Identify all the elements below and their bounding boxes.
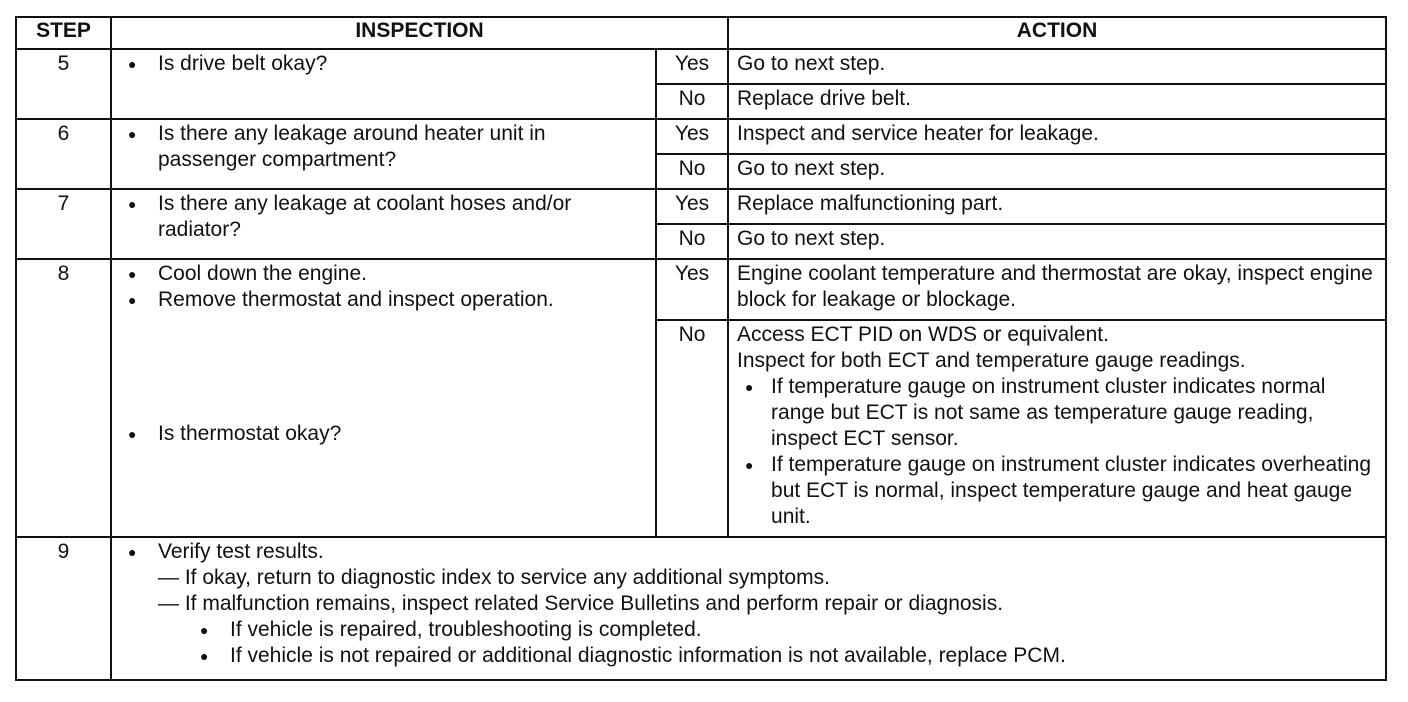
list-item [124,287,649,313]
inspection-text: Cool down the engine. [158,262,367,285]
action-cell [728,320,1386,537]
header-step: STEP [16,17,111,49]
bullet-icon: ● [200,648,209,664]
dash-item: — If okay, return to diagnostic index to service any additional symptoms. [158,566,830,589]
list-item [737,452,1379,530]
list-item [158,617,1379,643]
yes-label: Yes [656,49,728,84]
list-item [737,374,1379,452]
list-item [124,421,649,447]
bullet-icon: ● [128,266,137,282]
action-text: Replace malfunctioning part. [728,189,1386,224]
inspection-text: Is thermostat okay? [158,422,342,445]
inspection-text: Remove thermostat and inspect operation. [158,288,554,311]
table-row [16,189,1386,224]
list-item [124,121,649,173]
inspection-cell [111,537,1386,680]
step-number: 5 [16,49,111,119]
diagnostic-table [15,16,1387,681]
table-row [16,49,1386,84]
table-row [16,119,1386,154]
inspection-text: Is drive belt okay? [158,52,328,75]
step-number: 8 [16,259,111,537]
action-text: Inspect and service heater for leakage. [728,119,1386,154]
inspection-cell [111,49,656,119]
header-action: ACTION [728,17,1386,49]
no-label: No [656,84,728,119]
inspection-text: Is there any leakage at coolant hoses and/or radiator? [158,192,572,241]
dash-list [124,565,1379,669]
action-text: Go to next step. [728,224,1386,259]
list-item [124,51,649,77]
nested-bullet-text: If vehicle is repaired, troubleshooting is completed. [230,618,702,641]
inspection-text: Verify test results. [158,540,324,563]
bullet-icon: ● [128,426,137,442]
table-row [16,259,1386,320]
bullet-icon: ● [128,196,137,212]
inspection-cell [111,119,656,189]
step-number: 9 [16,537,111,680]
inspection-cell [111,259,656,537]
action-text: Replace drive belt. [728,84,1386,119]
bullet-icon: ● [745,379,754,395]
bullet-icon: ● [128,56,137,72]
step-number: 7 [16,189,111,259]
action-text: Go to next step. [728,49,1386,84]
dash-item: — If malfunction remains, inspect related Service Bulletins and perform repair or diagnosis. [158,592,1004,615]
action-text: Go to next step. [728,154,1386,189]
action-bullet-text: If temperature gauge on instrument cluster indicates overheating but ECT is normal, inspect temperature gauge and heat gauge unit. [771,453,1372,528]
list-item [158,643,1379,669]
list-item [124,191,649,243]
action-line: Inspect for both ECT and temperature gauge readings. [737,349,1246,372]
no-label: No [656,320,728,537]
bullet-icon: ● [128,544,137,560]
table-row [16,537,1386,680]
spacer [124,313,649,421]
table-header-row [16,17,1386,49]
header-inspection: INSPECTION [111,17,728,49]
bullet-icon: ● [745,457,754,473]
bullet-icon: ● [200,622,209,638]
yes-label: Yes [656,259,728,320]
action-text: Engine coolant temperature and thermostat are okay, inspect engine block for leakage or blockage. [728,259,1386,320]
list-item [124,261,649,287]
list-item [124,539,1379,565]
inspection-cell [111,189,656,259]
action-bullet-text: If temperature gauge on instrument cluster indicates normal range but ECT is not same as temperature gauge reading, inspect ECT sensor. [771,375,1326,450]
yes-label: Yes [656,119,728,154]
no-label: No [656,154,728,189]
step-number: 6 [16,119,111,189]
bullet-icon: ● [128,292,137,308]
action-line: Access ECT PID on WDS or equivalent. [737,323,1109,346]
nested-bullet-text: If vehicle is not repaired or additional diagnostic information is not available, replace PCM. [230,644,1066,667]
inspection-text: Is there any leakage around heater unit in passenger compartment? [158,122,546,171]
bullet-icon: ● [128,126,137,142]
no-label: No [656,224,728,259]
yes-label: Yes [656,189,728,224]
